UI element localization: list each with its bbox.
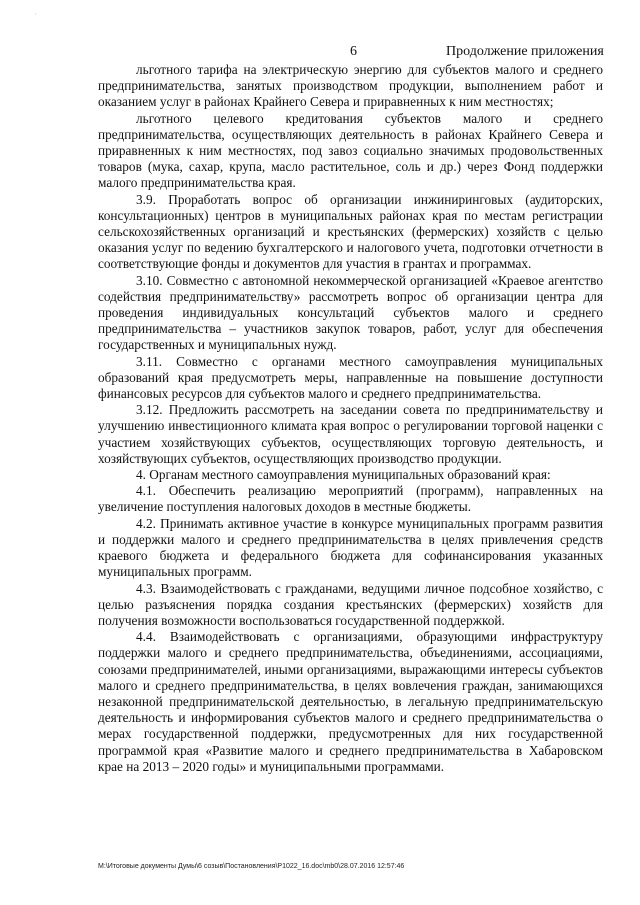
paragraph: 3.10. Совместно с автономной некоммерческой организацией «Краевое агентство содействия предпринимательству» рассмотреть вопрос об организации центра для проведения индивидуальных консультаций субъектов малого и среднего предпринимательства – участников закупок товаров, работ, услуг для обеспечения государственных и муниципальных нужд. [98,272,603,353]
file-path-footer: M:\Итоговые документы Думы\6 созыв\Постановления\P1022_16.doc\mb0\28.07.2016 12:57:46 [98,863,405,870]
paragraph: 3.12. Предложить рассмотреть на заседании совета по предпринимательству и улучшению инвестиционного климата края вопрос о регулировании торговой наценки с участием хозяйствующих субъектов, осуществляющих торговую деятельность, и хозяйствующих субъектов, осуществляющих производство продукции. [98,402,603,466]
document-body [98,62,603,775]
paragraph: 3.11. Совместно с органами местного самоуправления муниципальных образований края предусмотреть меры, направленные на повышение доступности финансовых ресурсов для субъектов малого и среднего предпринимательства. [98,353,603,402]
paragraph: 4.3. Взаимодействовать с гражданами, ведущими личное подсобное хозяйство, с целью разъяснения порядка создания крестьянских (фермерских) хозяйств для получения возможности воспользоваться государственной поддержкой. [98,580,603,628]
page-number: 6 [350,44,357,59]
paragraph: 4. Органам местного самоуправления муниципальных образований края: [136,467,551,483]
paragraph: 3.9. Проработать вопрос об организации инжиниринговых (аудиторских, консультационных) центров в муниципальных районах края по местам регистрации сельскохозяйственных организаций и крестьянских (фермерских) хозяйств с целью оказания услуг по ведению бухгалтерского и налогового учета, подготовки отчетности в соответствующие фонды и документов для участия в грантах и программах. [98,191,603,272]
scan-mark: · [34,10,37,19]
paragraph: льготного тарифа на электрическую энергию для субъектов малого и среднего предпринимательства, занятых производством продукции, выполнением работ и оказанием услуг в районах Крайнего Севера и приравненных к ним местностях; [98,62,603,110]
paragraph: 4.4. Взаимодействовать с организациями, образующими инфраструктуру поддержки малого и среднего предпринимательства, объединениями, ассоциациями, союзами предпринимателей, иными организациями, выражающими интересы субъектов малого и среднего предпринимательства, в целях вовлечения граждан, занимающихся незаконной предпринимательской деятельностью, в легальную предпринимательскую деятельность и информирования субъектов малого и среднего предпринимательства о мерах государственной поддержки, предусмотренных для них государственной программой края «Развитие малого и среднего предпринимательства в Хабаровском крае на 2013 – 2020 годы» и муниципальными программами. [98,629,603,774]
continuation-label: Продолжение приложения [446,44,604,59]
paragraph: 4.1. Обеспечить реализацию мероприятий (программ), направленных на увеличение поступления налоговых доходов в местные бюджеты. [98,483,603,515]
paragraph: льготного целевого кредитования субъектов малого и среднего предпринимательства, осуществляющих деятельность в районах Крайнего Севера и приравненных к ним местностях, под завоз социально значимых продовольственных товаров (мука, сахар, крупа, масло растительное, соль и др.) через Фонд поддержки малого предпринимательства края. [98,110,603,191]
paragraph: 4.2. Принимать активное участие в конкурсе муниципальных программ развития и поддержки малого и среднего предпринимательства в целях привлечения средств краевого бюджета и федерального бюджета для софинансирования указанных муниципальных программ. [98,515,603,580]
